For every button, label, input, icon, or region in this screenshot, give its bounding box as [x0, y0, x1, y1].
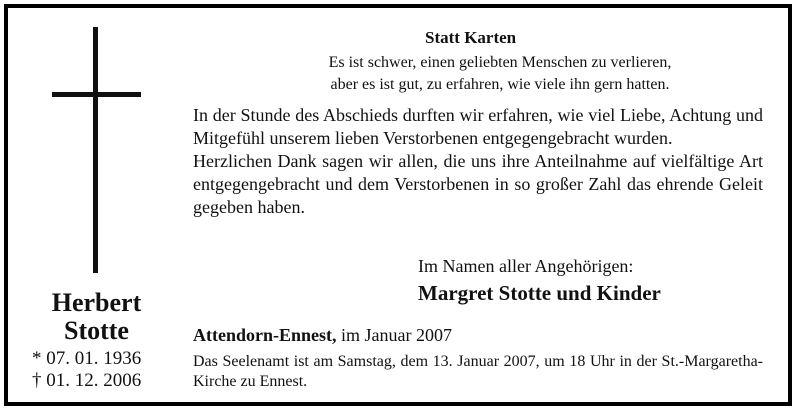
- quote: [290, 52, 710, 96]
- birth-line: [32, 348, 141, 370]
- heading: Statt Karten: [425, 28, 517, 47]
- signature-intro: Im Namen aller Angehörigen:: [418, 256, 634, 276]
- place-date: [193, 325, 452, 346]
- quote-line-1: Es ist schwer, einen geliebten Menschen zu verlieren,: [328, 54, 672, 71]
- quote-line-2: aber es ist gut, zu erfahren, wie viele ihn gern hatten.: [330, 76, 670, 93]
- family-name: Margret Stotte und Kinder: [418, 281, 661, 305]
- place-date-text: im Januar 2007: [341, 325, 452, 345]
- body-paragraph-2: Herzlichen Dank sagen wir allen, die uns ihre Anteilnahme auf vielfältige Art entgegengebracht und dem Verstorbenen in so großer Zahl das ehrende Geleit gegeben haben.: [193, 151, 763, 217]
- body-text: [193, 104, 763, 219]
- body-paragraph-1: In der Stunde des Abschieds durften wir erfahren, wie viel Liebe, Achtung und Mitgefühl unserem lieben Verstorbenen entgegengebracht wurden.: [193, 105, 763, 148]
- place-name: Attendorn-Ennest,: [193, 325, 337, 345]
- birth-date: 07. 01. 1936: [46, 348, 142, 369]
- cross-icon: [93, 27, 98, 273]
- deceased-first-name: Herbert: [51, 288, 142, 317]
- death-line: [32, 370, 141, 392]
- cross-icon-bar: [52, 92, 141, 97]
- death-symbol: †: [32, 370, 42, 391]
- memorial-notice: Das Seelenamt ist am Samstag, dem 13. Januar 2007, um 18 Uhr in der St.-Margaretha-Kirche zu Ennest.: [193, 353, 763, 390]
- deceased-last-name: Stotte: [64, 316, 129, 345]
- death-date: 01. 12. 2006: [46, 370, 142, 391]
- birth-symbol: *: [32, 348, 42, 369]
